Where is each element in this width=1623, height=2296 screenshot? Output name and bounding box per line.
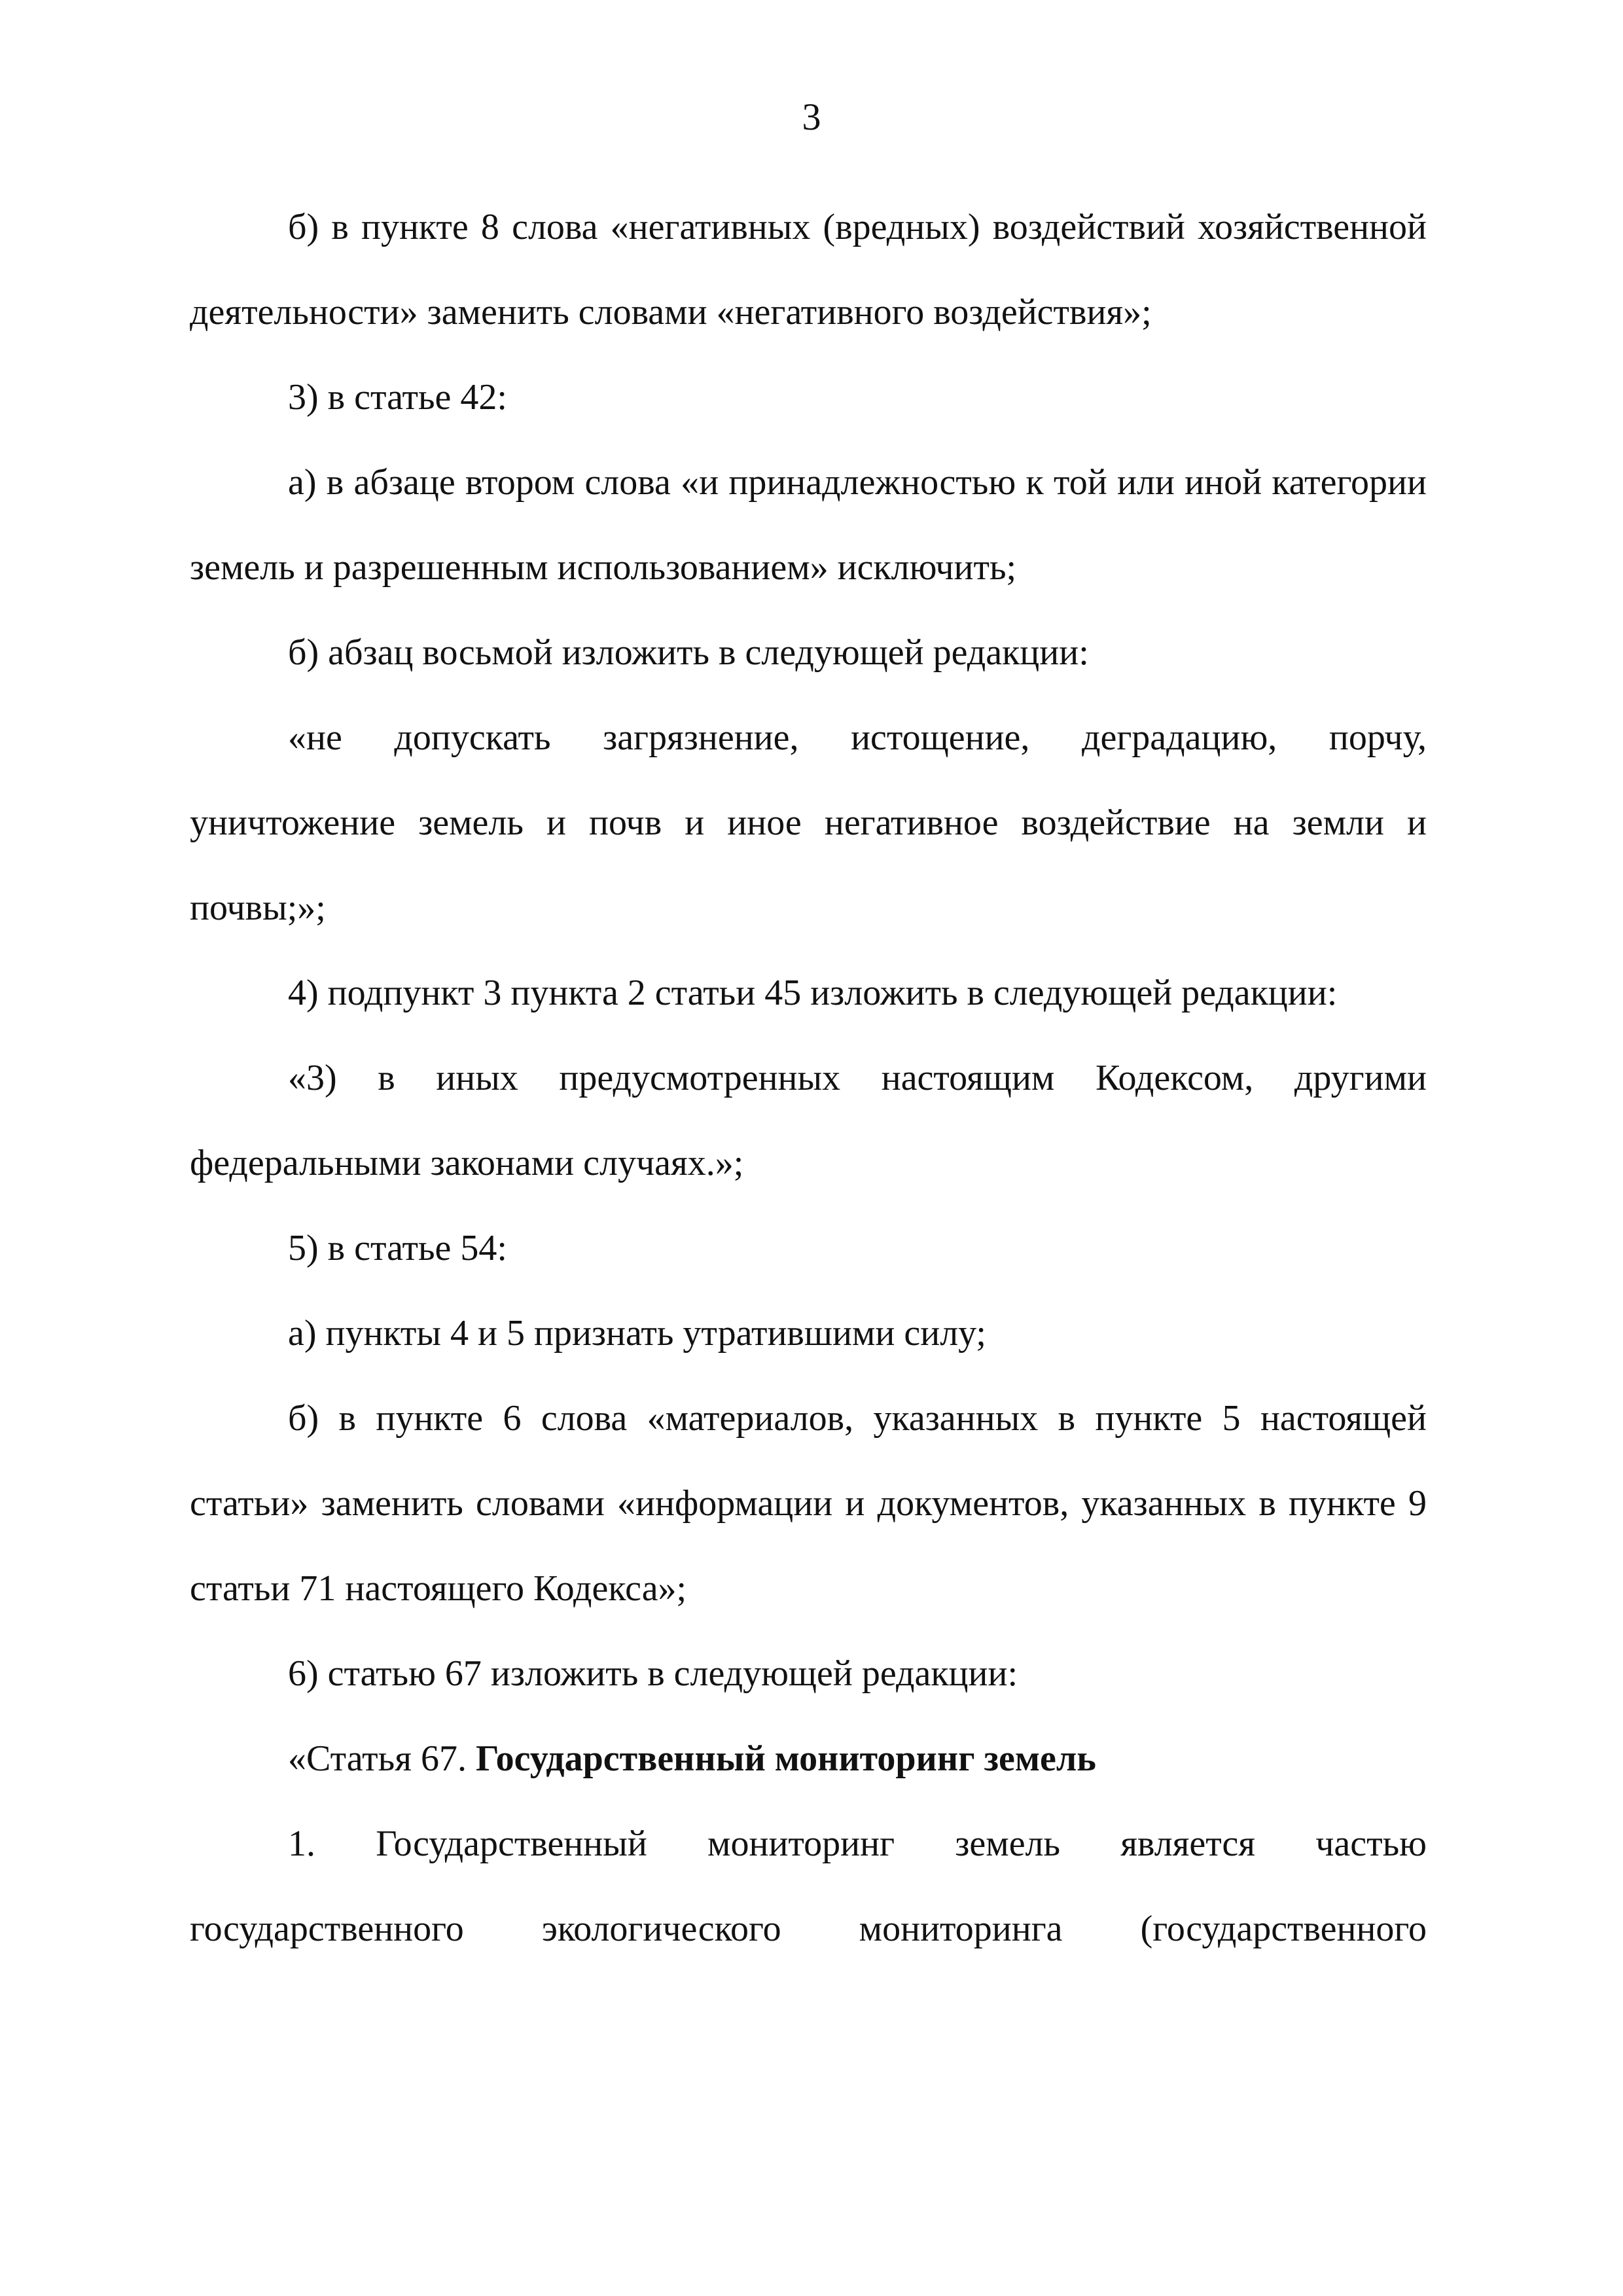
paragraph-7: «3) в иных предусмотренных настоящим Кодексом, другими федеральными законами случаях.»; bbox=[190, 1058, 1427, 1183]
paragraph-5: «не допускать загрязнение, истощение, деградацию, порчу, уничтожение земель и почв и иное негативное воздействие на земли и почвы;»; bbox=[190, 717, 1427, 928]
paragraph-4: б) абзац восьмой изложить в следующей редакции: bbox=[288, 632, 1089, 673]
paragraph-9: а) пункты 4 и 5 признать утратившими силу; bbox=[288, 1313, 986, 1354]
article-number: «Статья 67. bbox=[288, 1738, 476, 1779]
document-body bbox=[190, 185, 1427, 1971]
paragraph-2: 3) в статье 42: bbox=[288, 377, 507, 418]
article-title: Государственный мониторинг земель bbox=[475, 1738, 1096, 1779]
paragraph-8: 5) в статье 54: bbox=[288, 1228, 507, 1268]
paragraph-3: а) в абзаце втором слова «и принадлежностью к той или иной категории земель и разрешенным использованием» исключить; bbox=[190, 462, 1427, 588]
paragraph-13: 1. Государственный мониторинг земель является частью государственного экологического мониторинга (государственного bbox=[190, 1823, 1427, 1949]
paragraph-11: 6) статью 67 изложить в следующей редакции: bbox=[288, 1653, 1018, 1694]
paragraph-6: 4) подпункт 3 пункта 2 статьи 45 изложить в следующей редакции: bbox=[288, 973, 1338, 1013]
paragraph-1: б) в пункте 8 слова «негативных (вредных) воздействий хозяйственной деятельности» заменить словами «негативного воздействия»; bbox=[190, 207, 1427, 332]
article-heading bbox=[190, 1716, 1427, 1801]
page-number: 3 bbox=[802, 96, 821, 138]
paragraph-10: б) в пункте 6 слова «материалов, указанных в пункте 5 настоящей статьи» заменить словами «информации и документов, указанных в пункте 9 статьи 71 настоящего Кодекса»; bbox=[190, 1398, 1427, 1609]
